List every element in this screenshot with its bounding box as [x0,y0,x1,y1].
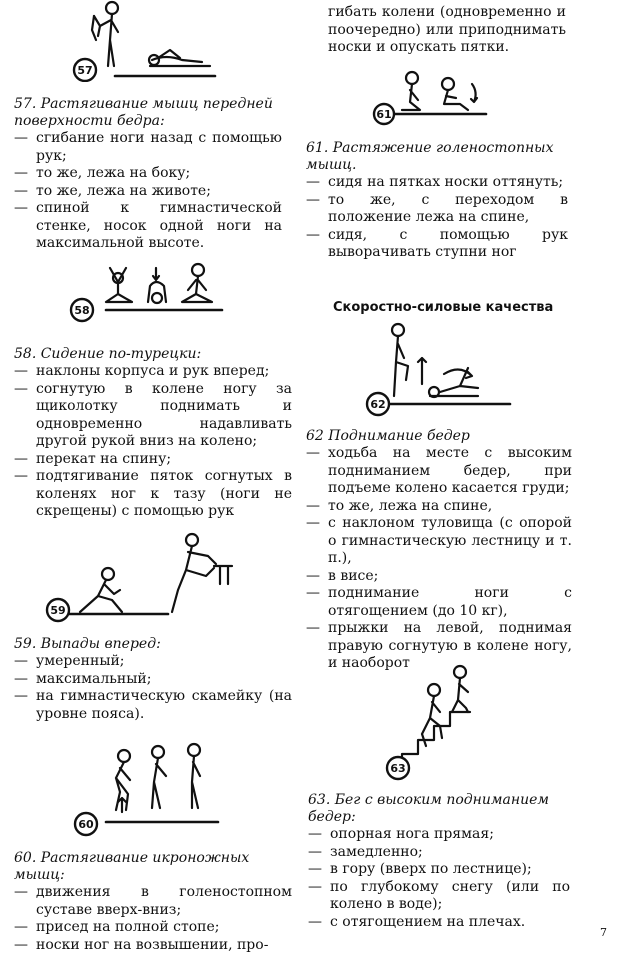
exercise-63-item: — с отягощением на плечах. [308,914,570,932]
exercise-61-title: 61. Растяжение голеностопных мышц. [306,140,568,174]
exercise-60-continuation-text: гибать колени (одновременно и поочередно) или приподнимать носки и опускать пятки. [328,4,566,57]
figure-60-number: 60 [78,818,94,831]
exercise-63-item: — по глубокому снегу (или по колено в воде); [308,879,570,914]
exercise-58-title: 58. Сидение по-турецки: [14,346,292,363]
figure-63 [378,660,498,782]
exercise-57-title: 57. Растягивание мышц передней поверхности бедра: [14,96,282,130]
figure-62-number: 62 [370,398,385,411]
exercise-57-item: — сгибание ноги назад с помощью рук; [14,130,282,165]
figure-57 [70,0,220,82]
exercise-62-item: — то же, лежа на спине, [306,498,572,516]
exercise-63 [308,792,570,931]
figure-61 [368,70,498,130]
exercise-58-item: — подтягивание пяток согнутых в коленях ног к тазу (ноги не скрещены) с помощью рук [14,468,292,521]
exercise-61-item: — то же, с переходом в положение лежа на спине, [306,192,568,227]
figure-59 [38,528,248,626]
exercise-58-item: — наклоны корпуса и рук вперед; [14,363,292,381]
exercise-63-item: — опорная нога прямая; [308,826,570,844]
figure-58 [66,258,236,332]
figure-57-number: 57 [77,64,92,77]
page-number: 7 [600,926,607,939]
exercise-60-item: — движения в голеностопном суставе вверх-вниз; [14,884,292,919]
exercise-59-item: — на гимнастическую скамейку (на уровне пояса). [14,688,292,723]
exercise-62-item: — ходьба на месте с высоким подниманием бедер, при подъеме колено касается груди; [306,445,572,498]
exercise-60-continuation [328,4,566,57]
figure-59-number: 59 [50,604,65,617]
exercise-60-item: — присед на полной стопе; [14,919,292,937]
exercise-62-title: 62 Поднимание бедер [306,428,572,445]
exercise-61 [306,140,568,262]
exercise-62-item: — поднимание ноги с отягощением (до 10 кг), [306,585,572,620]
figure-63-number: 63 [390,762,405,775]
figure-61-number: 61 [376,108,391,121]
exercise-57-item: — то же, лежа на животе; [14,183,282,201]
exercise-61-item: — сидя на пятках носки оттянуть; [306,174,568,192]
exercise-57-item: — то же, лежа на боку; [14,165,282,183]
exercise-62-item: — в висе; [306,568,572,586]
exercise-62-item: — с наклоном туловища (с опорой о гимнастическую лестницу и т. п.), [306,515,572,568]
exercise-58 [14,346,292,521]
exercise-60 [14,850,292,954]
exercise-59-item: — умеренный; [14,653,292,671]
exercise-63-item: — в гору (вверх по лестнице); [308,861,570,879]
exercise-63-item: — замедленно; [308,844,570,862]
exercise-60-title: 60. Растягивание икроножных мышц: [14,850,292,884]
section-title: Скоростно-силовые качества [333,300,553,315]
exercise-59-title: 59. Выпады вперед: [14,636,292,653]
figure-62 [360,322,520,418]
exercise-60-item: — носки ног на возвышении, про- [14,937,292,954]
exercise-57 [14,96,282,253]
figure-58-number: 58 [74,304,89,317]
exercise-63-title: 63. Бег с высоким подниманием бедер: [308,792,570,826]
exercise-58-item: — перекат на спину; [14,451,292,469]
figure-60 [66,742,226,838]
exercise-61-item: — сидя, с помощью рук выворачивать ступни ног [306,227,568,262]
exercise-59 [14,636,292,723]
exercise-57-item: — спиной к гимнастической стенке, носок одной ноги на максимальной высоте. [14,200,282,253]
exercise-58-item: — согнутую в колене ногу за щиколотку поднимать и одновременно надавливать другой рукой вниз на колено; [14,381,292,451]
exercise-59-item: — максимальный; [14,671,292,689]
exercise-62 [306,428,572,673]
exercise-62-item: — прыжки на левой, поднимая правую согнутую в колене ногу, и наоборот [306,620,572,673]
